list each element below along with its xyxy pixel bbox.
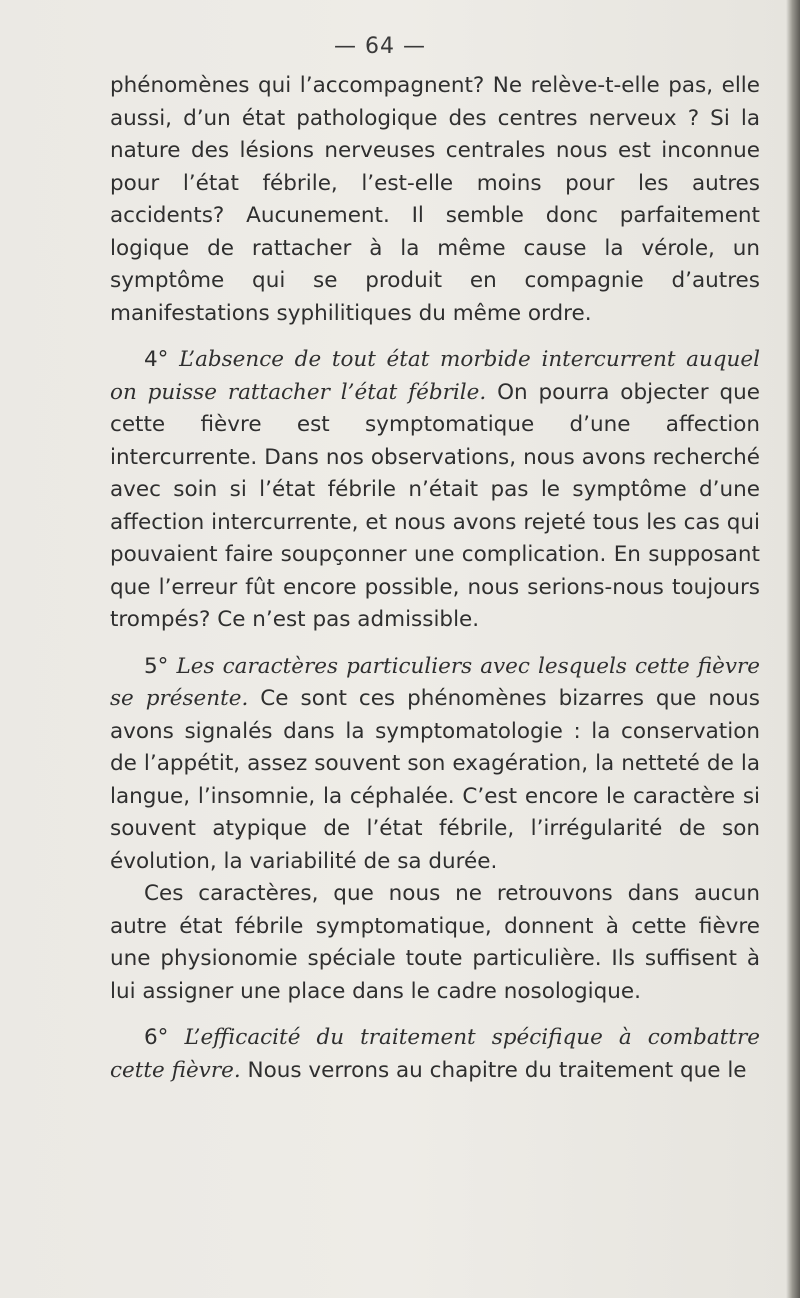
body-text — [110, 70, 760, 1087]
point-number: 4° — [144, 347, 169, 372]
paragraph — [110, 878, 760, 1008]
numbered-point-5 — [110, 651, 760, 879]
paragraph-text: On pourra objecter que cette fièvre est symptomatique d’une affection intercurrente. Dans nos observations, nous avons recherché avec soin si l’état fébrile n’était pas le symptôme d’une affection intercurrente, et nous avons rejeté tous les cas qui pouvaient faire soupçonner une complication. En supposant que l’erreur fût encore possible, nous serions-nous toujours trompés? Ce n’est pas admissible. — [110, 379, 760, 632]
page-number: — 64 — — [334, 34, 426, 59]
point-number: 5° — [144, 653, 169, 679]
paragraph-text: Ce sont ces phénomènes bizarres que nous avons signalés dans la symptomatologie : la conservation de l’appétit, assez souvent son exagération, la netteté de la langue, l’insomnie, la céphalée. C’est encore le caractère si souvent atypique de l’état fébrile, l’irrégularité de son évolution, la variabilité de sa durée. — [110, 686, 760, 874]
paragraph-continuation — [110, 70, 760, 330]
paragraph-text: phénomènes qui l’accompagnent? Ne relève-t-elle pas, elle aussi, d’un état pathologique des centres nerveux ? Si la nature des lésions nerveuses centrales nous est inconnue pour l’état fébrile, l’est-elle moins pour les autres accidents? Aucunement. Il semble donc parfaitement logique de rattacher à la même cause la vérole, un symptôme qui se produit en compagnie d’autres manifestations syphilitiques du même ordre. — [110, 73, 760, 326]
numbered-point-4 — [110, 344, 760, 637]
paragraph-text: Nous verrons au chapitre du traitement que le — [247, 1057, 747, 1083]
point-number: 6° — [144, 1025, 169, 1050]
paragraph-text: Ces caractères, que nous ne retrouvons dans aucun autre état fébrile symptomatique, donnent à cette fièvre une physionomie spéciale toute particulière. Ils suffisent à lui assigner une place dans le cadre nosologique. — [110, 881, 760, 1004]
point-heading: L’efficacité du traitement spécifique à combattre cette fièvre. — [110, 1025, 760, 1083]
numbered-point-6 — [110, 1022, 760, 1087]
point-heading: Les caractères particuliers avec lesquels cette fièvre se présente. — [110, 653, 760, 711]
point-heading: L’absence de tout état morbide intercurrent auquel on puisse rattacher l’état fébrile. — [110, 347, 760, 405]
page-edge-shadow — [786, 0, 800, 1298]
